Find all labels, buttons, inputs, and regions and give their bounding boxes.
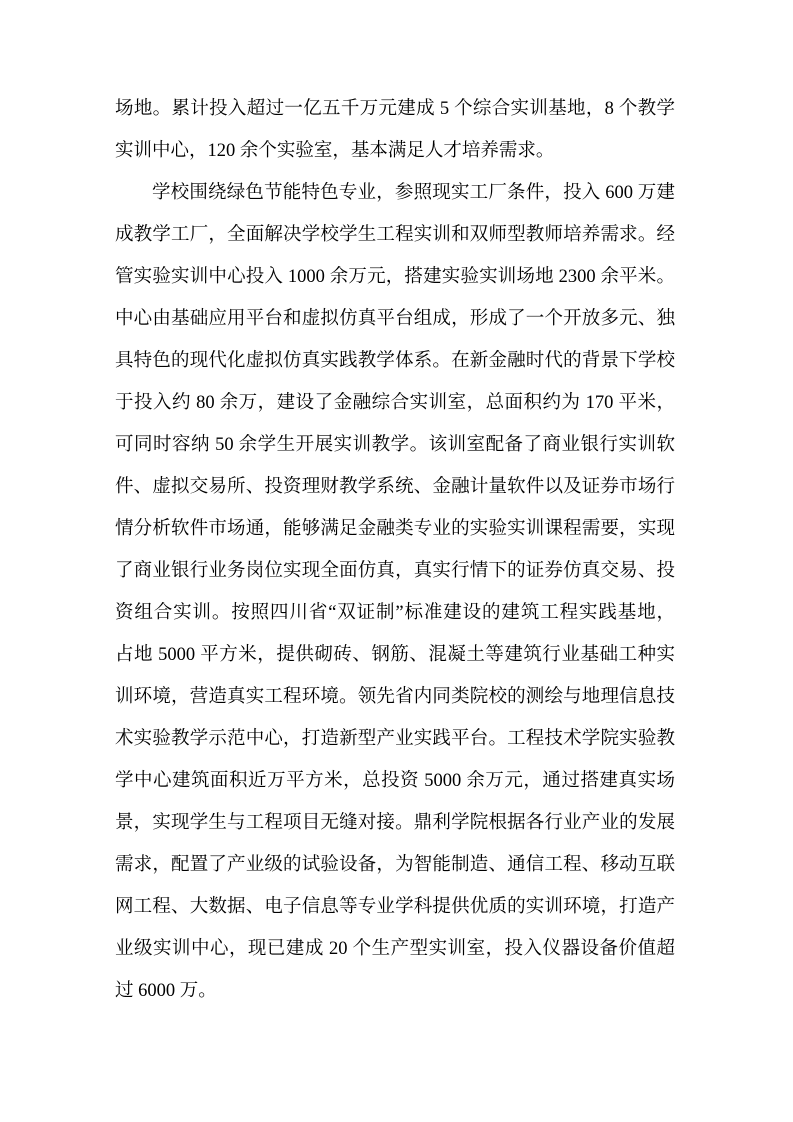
text-line: 具特色的现代化虚拟仿真实践教学体系。在新金融时代的背景下学校 — [115, 351, 675, 371]
text-line: 资组合实训。按照四川省“双证制”标准建设的建筑工程实践基地， — [115, 603, 675, 623]
text-line: 学中心建筑面积近万平方米，总投资 5000 余万元，通过搭建真实场 — [115, 771, 675, 791]
text-line: 场地。累计投入超过一亿五千万元建成 5 个综合实训基地，8 个教学 — [115, 99, 675, 119]
text-line: 情分析软件市场通，能够满足金融类专业的实验实训课程需要，实现 — [115, 519, 675, 539]
text-line: 需求，配置了产业级的试验设备，为智能制造、通信工程、移动互联 — [115, 855, 675, 875]
text-line: 实训中心，120 余个实验室，基本满足人才培养需求。 — [115, 141, 555, 161]
text-line: 中心由基础应用平台和虚拟仿真平台组成，形成了一个开放多元、独 — [115, 309, 675, 329]
text-line: 过 6000 万。 — [115, 981, 217, 1001]
text-line: 术实验教学示范中心，打造新型产业实践平台。工程技术学院实验教 — [115, 729, 675, 749]
text-line: 学校围绕绿色节能特色专业，参照现实工厂条件，投入 600 万建 — [152, 183, 675, 203]
text-line: 成教学工厂，全面解决学校学生工程实训和双师型教师培养需求。经 — [115, 225, 675, 245]
text-line: 网工程、大数据、电子信息等专业学科提供优质的实训环境，打造产 — [115, 897, 675, 917]
text-line: 管实验实训中心投入 1000 余万元，搭建实验实训场地 2300 余平米。 — [115, 267, 675, 287]
text-line: 景，实现学生与工程项目无缝对接。鼎利学院根据各行业产业的发展 — [115, 813, 675, 833]
text-line: 件、虚拟交易所、投资理财教学系统、金融计量软件以及证券市场行 — [115, 477, 675, 497]
text-line: 于投入约 80 余万，建设了金融综合实训室，总面积约为 170 平米， — [115, 393, 675, 413]
text-line: 训环境，营造真实工程环境。领先省内同类院校的测绘与地理信息技 — [115, 687, 675, 707]
text-line: 占地 5000 平方米，提供砌砖、钢筋、混凝土等建筑行业基础工种实 — [115, 645, 675, 665]
text-line: 可同时容纳 50 余学生开展实训教学。该训室配备了商业银行实训软 — [115, 435, 675, 455]
text-line: 业级实训中心，现已建成 20 个生产型实训室，投入仪器设备价值超 — [115, 939, 675, 959]
text-line: 了商业银行业务岗位实现全面仿真，真实行情下的证券仿真交易、投 — [115, 561, 675, 581]
